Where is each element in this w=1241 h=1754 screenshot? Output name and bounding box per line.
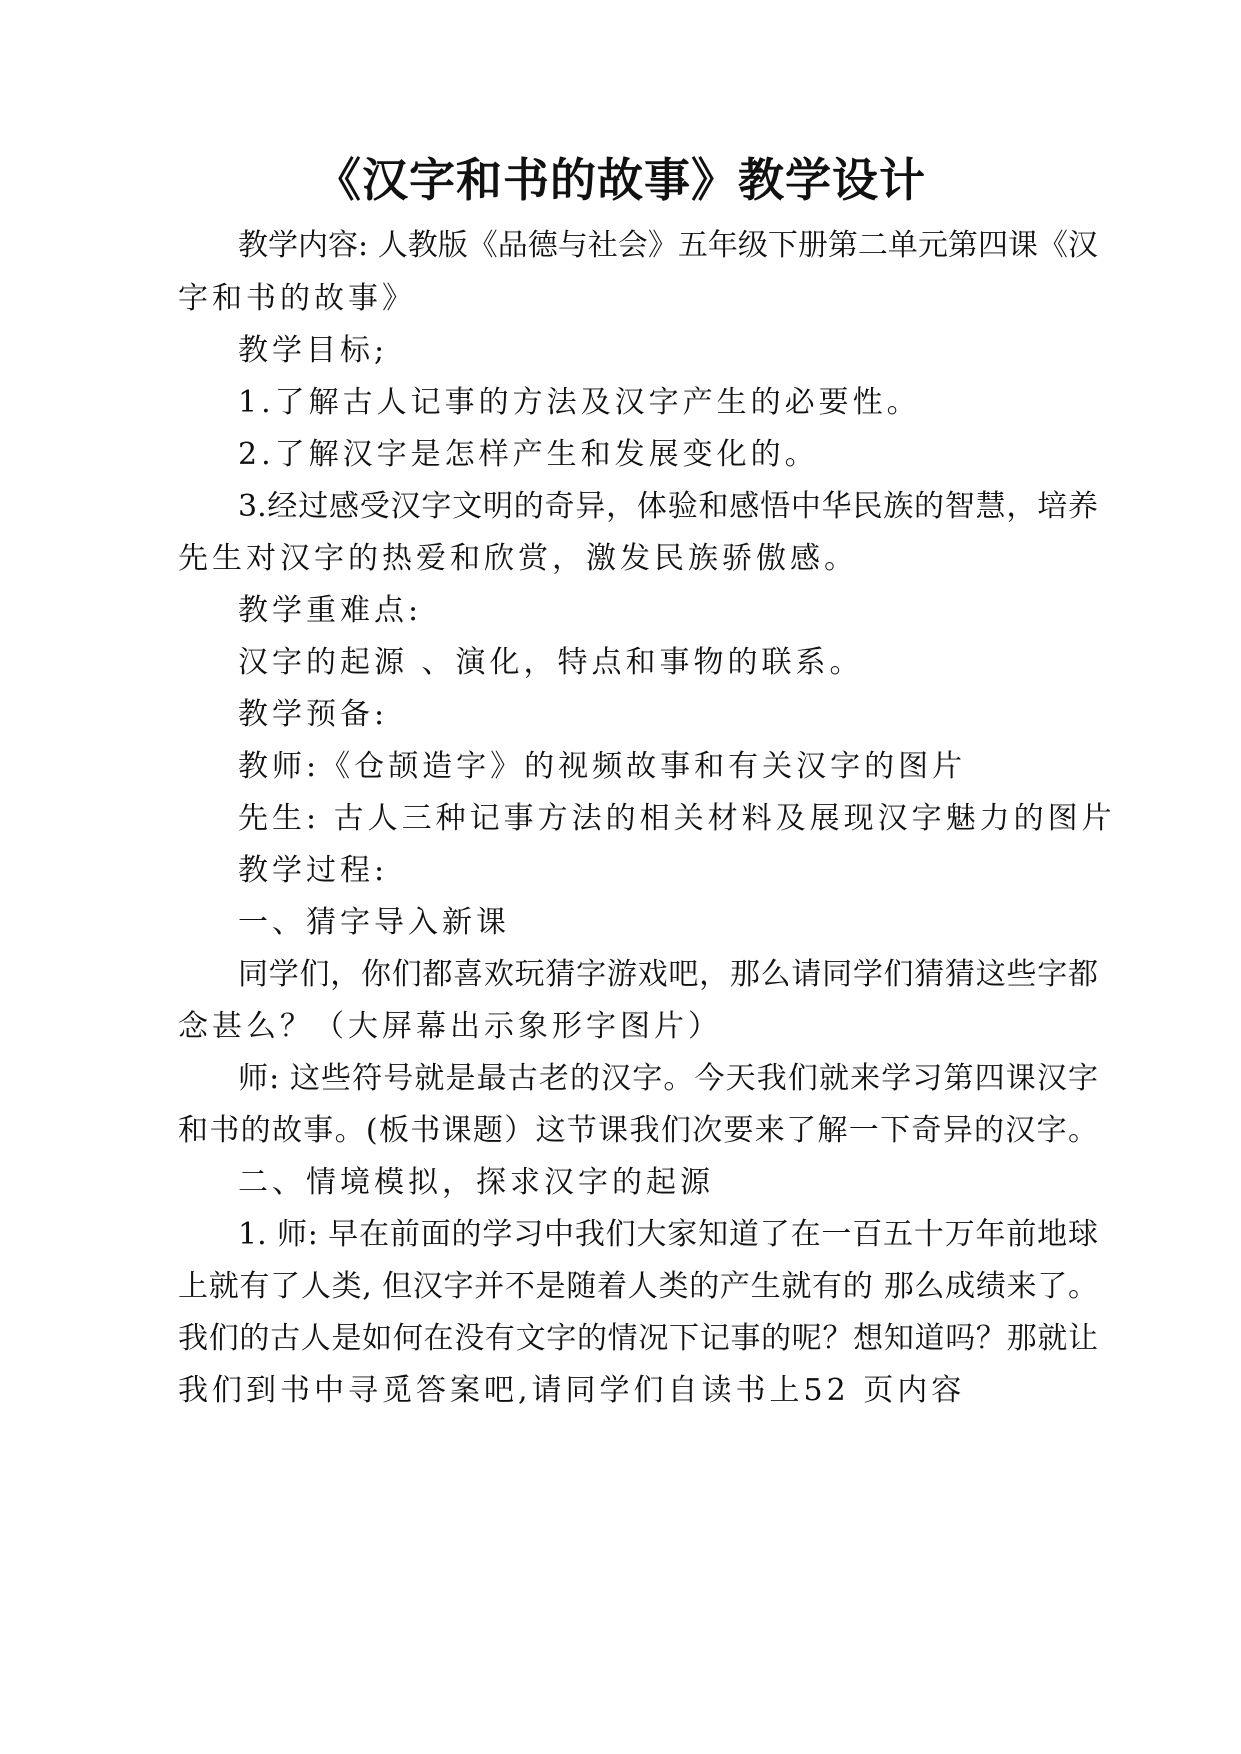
paragraph-line: 汉字的起源 、演化，特点和事物的联系。 bbox=[238, 645, 864, 680]
paragraph-line: 我们到书中寻觅答案吧,请同学们自读书上52 页内容 bbox=[178, 1373, 966, 1408]
list-item: 3.经过感受汉字文明的奇异，体验和感悟中华民族的智慧，培养 bbox=[238, 489, 1098, 524]
paragraph-line: 先生: 古人三种记事方法的相关材料及展现汉字魅力的图片 bbox=[238, 801, 1116, 836]
section-heading: 教学目标; bbox=[238, 333, 389, 368]
section-heading: 一、猜字导入新课 bbox=[238, 905, 510, 940]
paragraph-line: 先生对汉字的热爱和欣赏，激发民族骄傲感。 bbox=[178, 541, 858, 576]
section-heading: 教学过程: bbox=[238, 853, 389, 888]
paragraph-line: 念甚么？（大屏幕出示象形字图片） bbox=[178, 1009, 722, 1044]
paragraph-line: 师: 这些符号就是最古老的汉字。今天我们就来学习第四课汉字 bbox=[238, 1061, 1098, 1096]
section-heading: 教学预备: bbox=[238, 697, 389, 732]
paragraph-line: 上就有了人类, 但汉字并不是随着人类的产生就有的 那么成绩来了。 bbox=[178, 1269, 1098, 1304]
paragraph-line: 教师:《仓颉造字》的视频故事和有关汉字的图片 bbox=[238, 749, 967, 784]
document-title: 《汉字和书的故事》教学设计 bbox=[315, 153, 926, 207]
section-heading: 教学重难点: bbox=[238, 593, 423, 628]
paragraph-line: 字和书的故事》 bbox=[178, 281, 416, 316]
paragraph-line: 和书的故事。(板书课题）这节课我们次要来了解一下奇异的汉字。 bbox=[178, 1113, 1098, 1148]
list-item: 2.了解汉字是怎样产生和发展变化的。 bbox=[238, 437, 819, 472]
paragraph-line: 同学们，你们都喜欢玩猜字游戏吧，那么请同学们猜猜这些字都 bbox=[238, 957, 1098, 992]
paragraph-line: 1. 师: 早在前面的学习中我们大家知道了在一百五十万年前地球 bbox=[238, 1217, 1098, 1252]
paragraph-line: 教学内容: 人教版《品德与社会》五年级下册第二单元第四课《汉 bbox=[238, 228, 1098, 263]
section-heading: 二、情境模拟，探求汉字的起源 bbox=[238, 1165, 714, 1200]
list-item: 1.了解古人记事的方法及汉字产生的必要性。 bbox=[238, 385, 921, 420]
paragraph-line: 我们的古人是如何在没有文字的情况下记事的呢？想知道吗？那就让 bbox=[178, 1321, 1098, 1356]
